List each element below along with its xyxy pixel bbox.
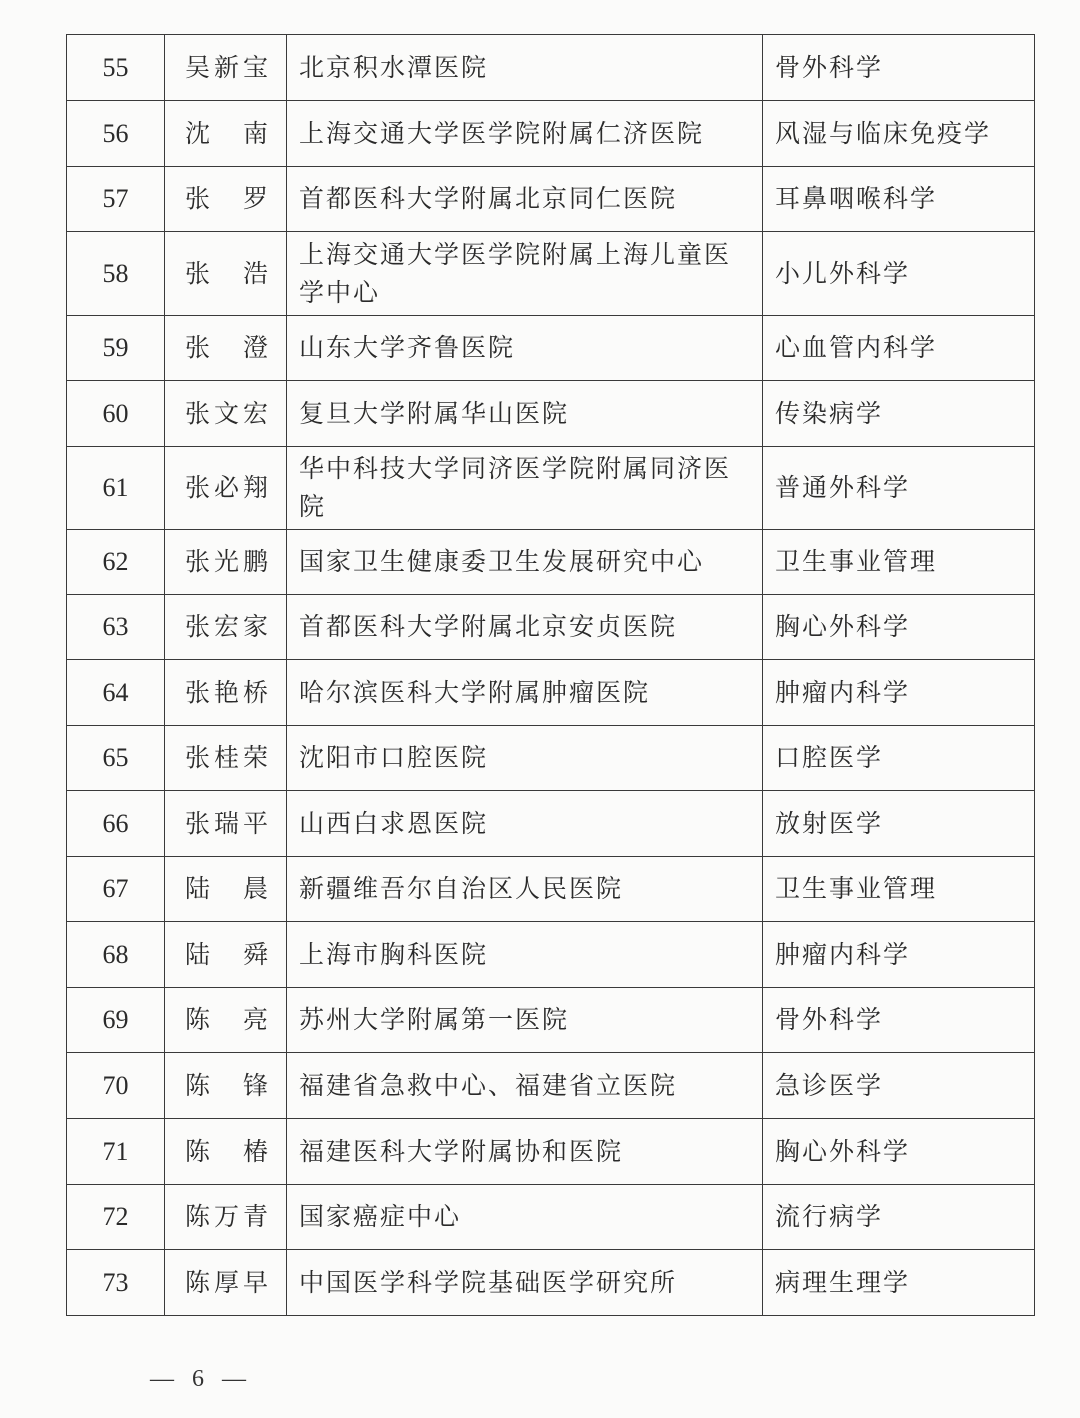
name-cell: 陈 椿 <box>165 1119 287 1185</box>
table-row <box>67 1119 1035 1185</box>
table-row <box>67 660 1035 726</box>
table-row <box>67 857 1035 922</box>
organization-cell: 沈阳市口腔医院 <box>287 726 763 791</box>
organization-cell: 首都医科大学附属北京同仁医院 <box>287 167 763 232</box>
specialty-cell: 肿瘤内科学 <box>763 922 1035 988</box>
name-cell: 吴新宝 <box>165 35 287 101</box>
table-row <box>67 381 1035 447</box>
table-row <box>67 988 1035 1053</box>
table-row <box>67 167 1035 232</box>
name-cell: 张必翔 <box>165 447 287 530</box>
organization-cell: 苏州大学附属第一医院 <box>287 988 763 1053</box>
specialty-cell: 传染病学 <box>763 381 1035 447</box>
table-row <box>67 101 1035 167</box>
organization-cell: 山西白求恩医院 <box>287 791 763 857</box>
row-number-cell: 65 <box>67 726 165 791</box>
row-number-cell: 61 <box>67 447 165 530</box>
row-number-cell: 60 <box>67 381 165 447</box>
organization-cell: 国家卫生健康委卫生发展研究中心 <box>287 530 763 595</box>
row-number-cell: 59 <box>67 316 165 381</box>
table-row <box>67 595 1035 660</box>
row-number-cell: 62 <box>67 530 165 595</box>
specialty-cell: 骨外科学 <box>763 35 1035 101</box>
name-cell: 张光鹏 <box>165 530 287 595</box>
specialty-cell: 风湿与临床免疫学 <box>763 101 1035 167</box>
name-cell: 陆 舜 <box>165 922 287 988</box>
table-row <box>67 1185 1035 1250</box>
table-row <box>67 791 1035 857</box>
organization-cell: 福建医科大学附属协和医院 <box>287 1119 763 1185</box>
name-cell: 陈 锋 <box>165 1053 287 1119</box>
table-row <box>67 922 1035 988</box>
specialty-cell: 放射医学 <box>763 791 1035 857</box>
row-number-cell: 66 <box>67 791 165 857</box>
table-row <box>67 35 1035 101</box>
organization-cell: 中国医学科学院基础医学研究所 <box>287 1250 763 1316</box>
row-number-cell: 56 <box>67 101 165 167</box>
specialty-cell: 卫生事业管理 <box>763 857 1035 922</box>
row-number-cell: 73 <box>67 1250 165 1316</box>
name-cell: 张宏家 <box>165 595 287 660</box>
specialty-cell: 耳鼻咽喉科学 <box>763 167 1035 232</box>
organization-cell: 新疆维吾尔自治区人民医院 <box>287 857 763 922</box>
row-number-cell: 58 <box>67 232 165 316</box>
row-number-cell: 57 <box>67 167 165 232</box>
row-number-cell: 71 <box>67 1119 165 1185</box>
specialty-cell: 胸心外科学 <box>763 1119 1035 1185</box>
row-number-cell: 72 <box>67 1185 165 1250</box>
organization-cell: 山东大学齐鲁医院 <box>287 316 763 381</box>
organization-cell: 上海交通大学医学院附属上海儿童医学中心 <box>287 232 763 316</box>
specialty-cell: 普通外科学 <box>763 447 1035 530</box>
specialty-cell: 小儿外科学 <box>763 232 1035 316</box>
table-row <box>67 1250 1035 1316</box>
table-row <box>67 1053 1035 1119</box>
name-cell: 沈 南 <box>165 101 287 167</box>
name-cell: 陆 晨 <box>165 857 287 922</box>
row-number-cell: 68 <box>67 922 165 988</box>
row-number-cell: 70 <box>67 1053 165 1119</box>
name-cell: 张 罗 <box>165 167 287 232</box>
organization-cell: 北京积水潭医院 <box>287 35 763 101</box>
row-number-cell: 64 <box>67 660 165 726</box>
page-number: — 6 — <box>150 1366 252 1392</box>
specialty-cell: 心血管内科学 <box>763 316 1035 381</box>
name-cell: 陈 亮 <box>165 988 287 1053</box>
organization-cell: 华中科技大学同济医学院附属同济医院 <box>287 447 763 530</box>
table-row <box>67 232 1035 316</box>
specialty-cell: 急诊医学 <box>763 1053 1035 1119</box>
table-row <box>67 316 1035 381</box>
organization-cell: 哈尔滨医科大学附属肿瘤医院 <box>287 660 763 726</box>
name-cell: 张桂荣 <box>165 726 287 791</box>
row-number-cell: 69 <box>67 988 165 1053</box>
roster-table <box>66 34 1035 1316</box>
name-cell: 张瑞平 <box>165 791 287 857</box>
organization-cell: 福建省急救中心、福建省立医院 <box>287 1053 763 1119</box>
table-row <box>67 447 1035 530</box>
specialty-cell: 病理生理学 <box>763 1250 1035 1316</box>
roster-table-body <box>67 35 1035 1316</box>
specialty-cell: 流行病学 <box>763 1185 1035 1250</box>
name-cell: 陈万青 <box>165 1185 287 1250</box>
table-row <box>67 530 1035 595</box>
name-cell: 张 澄 <box>165 316 287 381</box>
organization-cell: 国家癌症中心 <box>287 1185 763 1250</box>
organization-cell: 复旦大学附属华山医院 <box>287 381 763 447</box>
row-number-cell: 67 <box>67 857 165 922</box>
roster-table-container <box>66 34 1034 1316</box>
specialty-cell: 肿瘤内科学 <box>763 660 1035 726</box>
name-cell: 陈厚早 <box>165 1250 287 1316</box>
organization-cell: 上海市胸科医院 <box>287 922 763 988</box>
table-row <box>67 726 1035 791</box>
row-number-cell: 55 <box>67 35 165 101</box>
specialty-cell: 口腔医学 <box>763 726 1035 791</box>
row-number-cell: 63 <box>67 595 165 660</box>
specialty-cell: 卫生事业管理 <box>763 530 1035 595</box>
specialty-cell: 胸心外科学 <box>763 595 1035 660</box>
specialty-cell: 骨外科学 <box>763 988 1035 1053</box>
name-cell: 张艳桥 <box>165 660 287 726</box>
organization-cell: 首都医科大学附属北京安贞医院 <box>287 595 763 660</box>
name-cell: 张 浩 <box>165 232 287 316</box>
organization-cell: 上海交通大学医学院附属仁济医院 <box>287 101 763 167</box>
name-cell: 张文宏 <box>165 381 287 447</box>
